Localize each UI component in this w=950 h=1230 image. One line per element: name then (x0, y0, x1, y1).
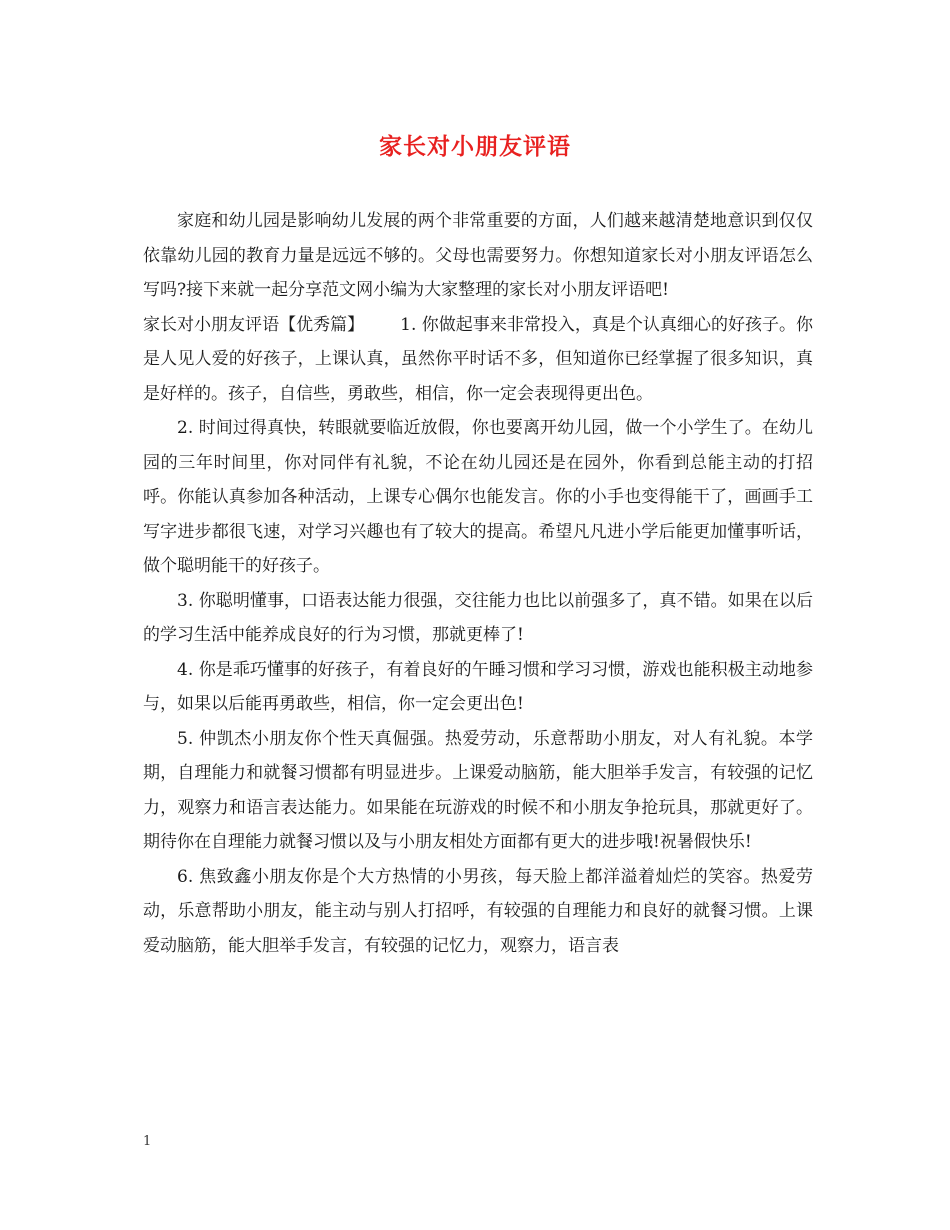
document-body (143, 204, 813, 963)
list-item: 2. 时间过得真快，转眼就要临近放假，你也要离开幼儿园，做一个小学生了。在幼儿园的三年时间里，你对同伴有礼貌，不论在幼儿园还是在园外，你看到总能主动的打招呼。你能认真参加各种活动，上课专心偶尔也能发言。你的小手也变得能干了，画画手工写字进步都很飞速，对学习兴趣也有了较大的提高。希望凡凡进小学后能更加懂事听话，做个聪明能干的好孩子。 (143, 418, 813, 576)
section-paragraph (143, 308, 813, 412)
page-number: 1 (143, 1134, 152, 1149)
document-title: 家长对小朋友评语 (379, 133, 571, 160)
list-item: 1. 你做起事来非常投入，真是个认真细心的好孩子。你是人见人爱的好孩子，上课认真，虽然你平时话不多，但知道你已经掌握了很多知识，真是好样的。孩子，自信些，勇敢些，相信，你一定会表现得更出色。 (143, 314, 814, 404)
list-item: 3. 你聪明懂事，口语表达能力很强，交往能力也比以前强多了，真不错。如果在以后的学习生活中能养成良好的行为习惯，那就更棒了! (143, 590, 813, 645)
list-item: 4. 你是乖巧懂事的好孩子，有着良好的午睡习惯和学习习惯，游戏也能积极主动地参与，如果以后能再勇敢些，相信，你一定会更出色! (143, 659, 813, 714)
list-item: 6. 焦致鑫小朋友你是个大方热情的小男孩，每天脸上都洋溢着灿烂的笑容。热爱劳动，乐意帮助小朋友，能主动与别人打招呼，有较强的自理能力和良好的就餐习惯。上课爱动脑筋，能大胆举手发言，有较强的记忆力，观察力，语言表 (143, 866, 813, 956)
intro-paragraph: 家庭和幼儿园是影响幼儿发展的两个非常重要的方面，人们越来越清楚地意识到仅仅依靠幼儿园的教育力量是远远不够的。父母也需要努力。你想知道家长对小朋友评语怎么写吗?接下来就一起分享范文网小编为大家整理的家长对小朋友评语吧! (143, 211, 813, 300)
list-item: 5. 仲凯杰小朋友你个性天真倔强。热爱劳动，乐意帮助小朋友，对人有礼貌。本学期，自理能力和就餐习惯都有明显进步。上课爱动脑筋，能大胆举手发言，有较强的记忆力，观察力和语言表达能力。如果能在玩游戏的时候不和小朋友争抢玩具，那就更好了。期待你在自理能力就餐习惯以及与小朋友相处方面都有更大的进步哦!祝暑假快乐! (143, 728, 813, 852)
section-heading: 家长对小朋友评语【优秀篇】 (143, 314, 365, 335)
